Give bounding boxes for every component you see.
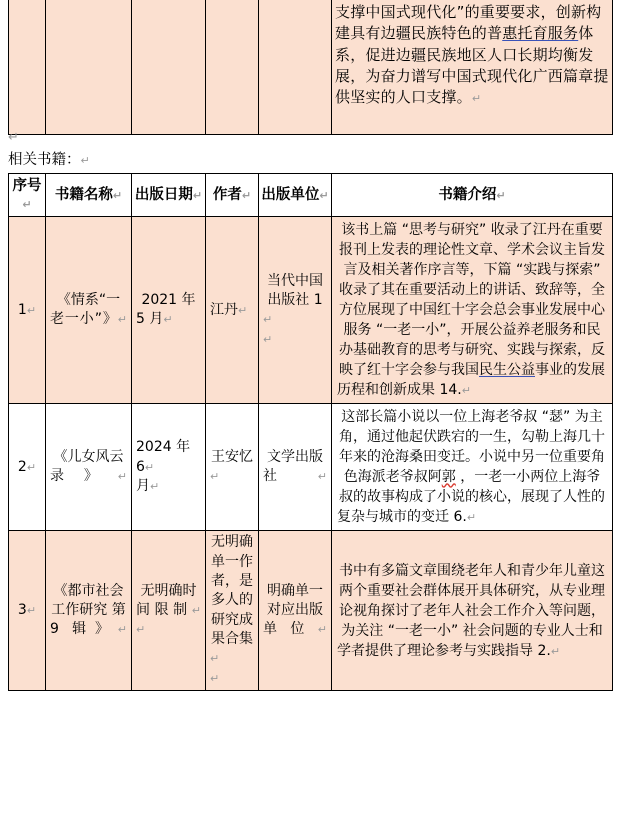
cell-date-line-2: 6	[136, 458, 145, 475]
cell-index	[9, 404, 46, 531]
paragraph-mark-icon: ↵	[22, 198, 32, 212]
continued-text-hyperlink[interactable]: 惠托育服务	[502, 24, 579, 43]
continued-text-segment-2: 体系，促进边疆民族地区人口长期均衡发展，为奋力谱写中国式现代化广西篇章提供坚实的人口支撑。	[335, 24, 609, 107]
cell-index-value: 2	[17, 458, 27, 475]
caption	[8, 148, 90, 169]
column-header-author	[206, 174, 259, 217]
cell-author-value: 江丹	[210, 301, 238, 318]
paragraph-mark-icon: ↵	[210, 652, 220, 666]
paragraph-mark-icon: ↵	[461, 384, 471, 398]
paragraph-mark-icon: ↵	[163, 313, 173, 327]
caption-paragraph-mark-icon: ↵	[80, 154, 90, 167]
column-header-publisher-label: 出版单位	[261, 187, 320, 204]
cell-title-value: 《儿女风云录》	[50, 449, 124, 485]
paragraph-mark-icon: ↵	[136, 623, 146, 637]
cell-publisher	[259, 404, 332, 531]
cell-title	[46, 531, 132, 691]
cell-author	[206, 217, 259, 404]
paragraph-mark-icon: ↵	[263, 313, 273, 327]
description-segment-1: 书中有多篇文章围绕老年人和青少年儿童这两个重要社会群体展开具体研究，从专业理论视角探讨了老年人社会工作介入等问题，为关注 “一老一小” 社会问题的专业人士和学者提供了理论参考与实践指导 2.	[337, 562, 605, 659]
paragraph-mark-icon: ↵	[319, 189, 329, 203]
continued-cell-publisher	[259, 0, 332, 135]
column-header-date-label: 出版日期	[134, 187, 193, 204]
continued-cell-title	[46, 0, 132, 135]
column-header-title	[46, 174, 132, 217]
column-header-date	[132, 174, 206, 217]
cell-publisher-value: 当代中国出版社 1	[267, 272, 323, 308]
table-row	[9, 0, 613, 135]
cell-index-value: 3	[17, 602, 27, 619]
description-spellcheck-word: 郭	[441, 469, 456, 486]
paragraph-mark-icon: ↵	[144, 460, 155, 474]
column-header-index	[9, 174, 46, 217]
continued-table-fragment	[8, 0, 613, 135]
paragraph-mark-icon: ↵	[471, 92, 482, 106]
description-segment-1: 这部长篇小说以一位上海老爷叔 “瑟” 为主角，通过他起伏跌宕的一生，勾勒上海几十年来的沧海桑田变迁。小说中另一位重要角色海派老爷叔阿	[339, 409, 605, 486]
cell-author	[206, 404, 259, 531]
description-hyperlink[interactable]: 民生公益	[479, 362, 535, 379]
paragraph-mark-icon: ↵	[550, 644, 561, 658]
cell-publisher	[259, 531, 332, 691]
table-header-row	[9, 174, 613, 217]
cell-date	[132, 531, 206, 691]
table-row	[9, 217, 613, 404]
cell-date-value: 2021 年 5 月	[136, 292, 196, 328]
cell-title-value: 《都市社会工作研究 第 9 辑》	[50, 582, 126, 638]
description-segment-2: 事业的发展历程和创新成果 14.	[337, 362, 605, 399]
paragraph-mark-icon: ↵	[26, 460, 37, 474]
cell-title-value: 《情系“一老一小”》	[50, 292, 121, 328]
cell-index	[9, 531, 46, 691]
cell-author	[206, 531, 259, 691]
continued-cell-index	[9, 0, 46, 135]
paragraph-mark-icon: ↵	[263, 332, 273, 346]
cell-date-value: 无明确时间限制	[136, 582, 197, 619]
paragraph-mark-icon: ↵	[150, 480, 160, 494]
column-header-author-label: 作者	[212, 187, 242, 204]
column-header-publisher	[259, 174, 332, 217]
table-row	[9, 531, 613, 691]
cell-author-value: 王安忆	[211, 449, 253, 466]
cell-date	[132, 217, 206, 404]
column-header-description-label: 书籍介绍	[438, 187, 497, 204]
description-segment-1: 该书上篇 “思考与研究” 收录了江丹在重要报刊上发表的理论性文章、学术会议主旨发言及相关著作序言等，下篇 “实践与探索” 收录了其在重要活动上的讲话、致辞等，全方位展现了中国红十字会总会事业发展中心服务 “一老一小”，开展公益养老服务和民办基础教育的思考与研究、实践与探索，反映了红十字会参与我国	[339, 222, 605, 379]
cell-author-value: 无明确单一作者，是多人的研究成果合集	[211, 534, 253, 648]
paragraph-mark-icon: ↵	[191, 604, 201, 618]
cell-date	[132, 404, 206, 531]
table-row	[9, 404, 613, 531]
cell-description	[332, 404, 613, 531]
column-header-index-label: 序号	[12, 178, 42, 194]
paragraph-mark-icon: ↵	[117, 623, 127, 637]
paragraph-mark-icon: ↵	[466, 511, 477, 525]
continued-paragraph-text	[335, 2, 609, 108]
description-segment-2: ，一老一小两位上海爷叔的故事构成了小说的核心，展现了人性的复杂与城市的变迁 6.	[337, 469, 605, 526]
column-header-title-label: 书籍名称	[54, 187, 113, 204]
paragraph-mark-icon: ↵	[26, 303, 37, 317]
caption-text: 相关书籍：	[8, 152, 81, 168]
continued-text-segment-1: 支撑中国式现代化”的重要要求，创新构建具有边疆民族特色的普	[335, 3, 602, 43]
empty-paragraph-mark-icon: ↵	[8, 130, 19, 145]
paragraph-mark-icon: ↵	[117, 470, 127, 484]
paragraph-mark-icon: ↵	[238, 303, 248, 317]
cell-title	[46, 404, 132, 531]
cell-publisher-value: 明确单一对应出版单位	[263, 582, 323, 638]
cell-publisher-value: 文学出版社	[263, 449, 323, 485]
paragraph-mark-icon: ↵	[210, 470, 220, 484]
continued-cell-date	[132, 0, 206, 135]
paragraph-mark-icon: ↵	[210, 671, 220, 685]
paragraph-mark-icon: ↵	[117, 313, 127, 327]
paragraph-mark-icon: ↵	[496, 189, 506, 203]
cell-index-value: 1	[17, 301, 27, 318]
cell-publisher	[259, 217, 332, 404]
cell-title	[46, 217, 132, 404]
paragraph-mark-icon: ↵	[192, 189, 203, 203]
cell-description	[332, 531, 613, 691]
cell-date-line-3: 月	[136, 478, 150, 495]
column-header-description	[332, 174, 613, 217]
continued-cell-author	[206, 0, 259, 135]
paragraph-mark-icon: ↵	[112, 189, 123, 203]
continued-cell-description	[332, 0, 613, 135]
paragraph-mark-icon: ↵	[317, 623, 327, 637]
paragraph-mark-icon: ↵	[26, 604, 37, 618]
paragraph-mark-icon: ↵	[241, 189, 252, 203]
cell-description	[332, 217, 613, 404]
cell-index	[9, 217, 46, 404]
paragraph-mark-icon: ↵	[317, 470, 327, 484]
cell-date-line-1: 2024 年	[136, 439, 191, 456]
books-table	[8, 173, 613, 691]
